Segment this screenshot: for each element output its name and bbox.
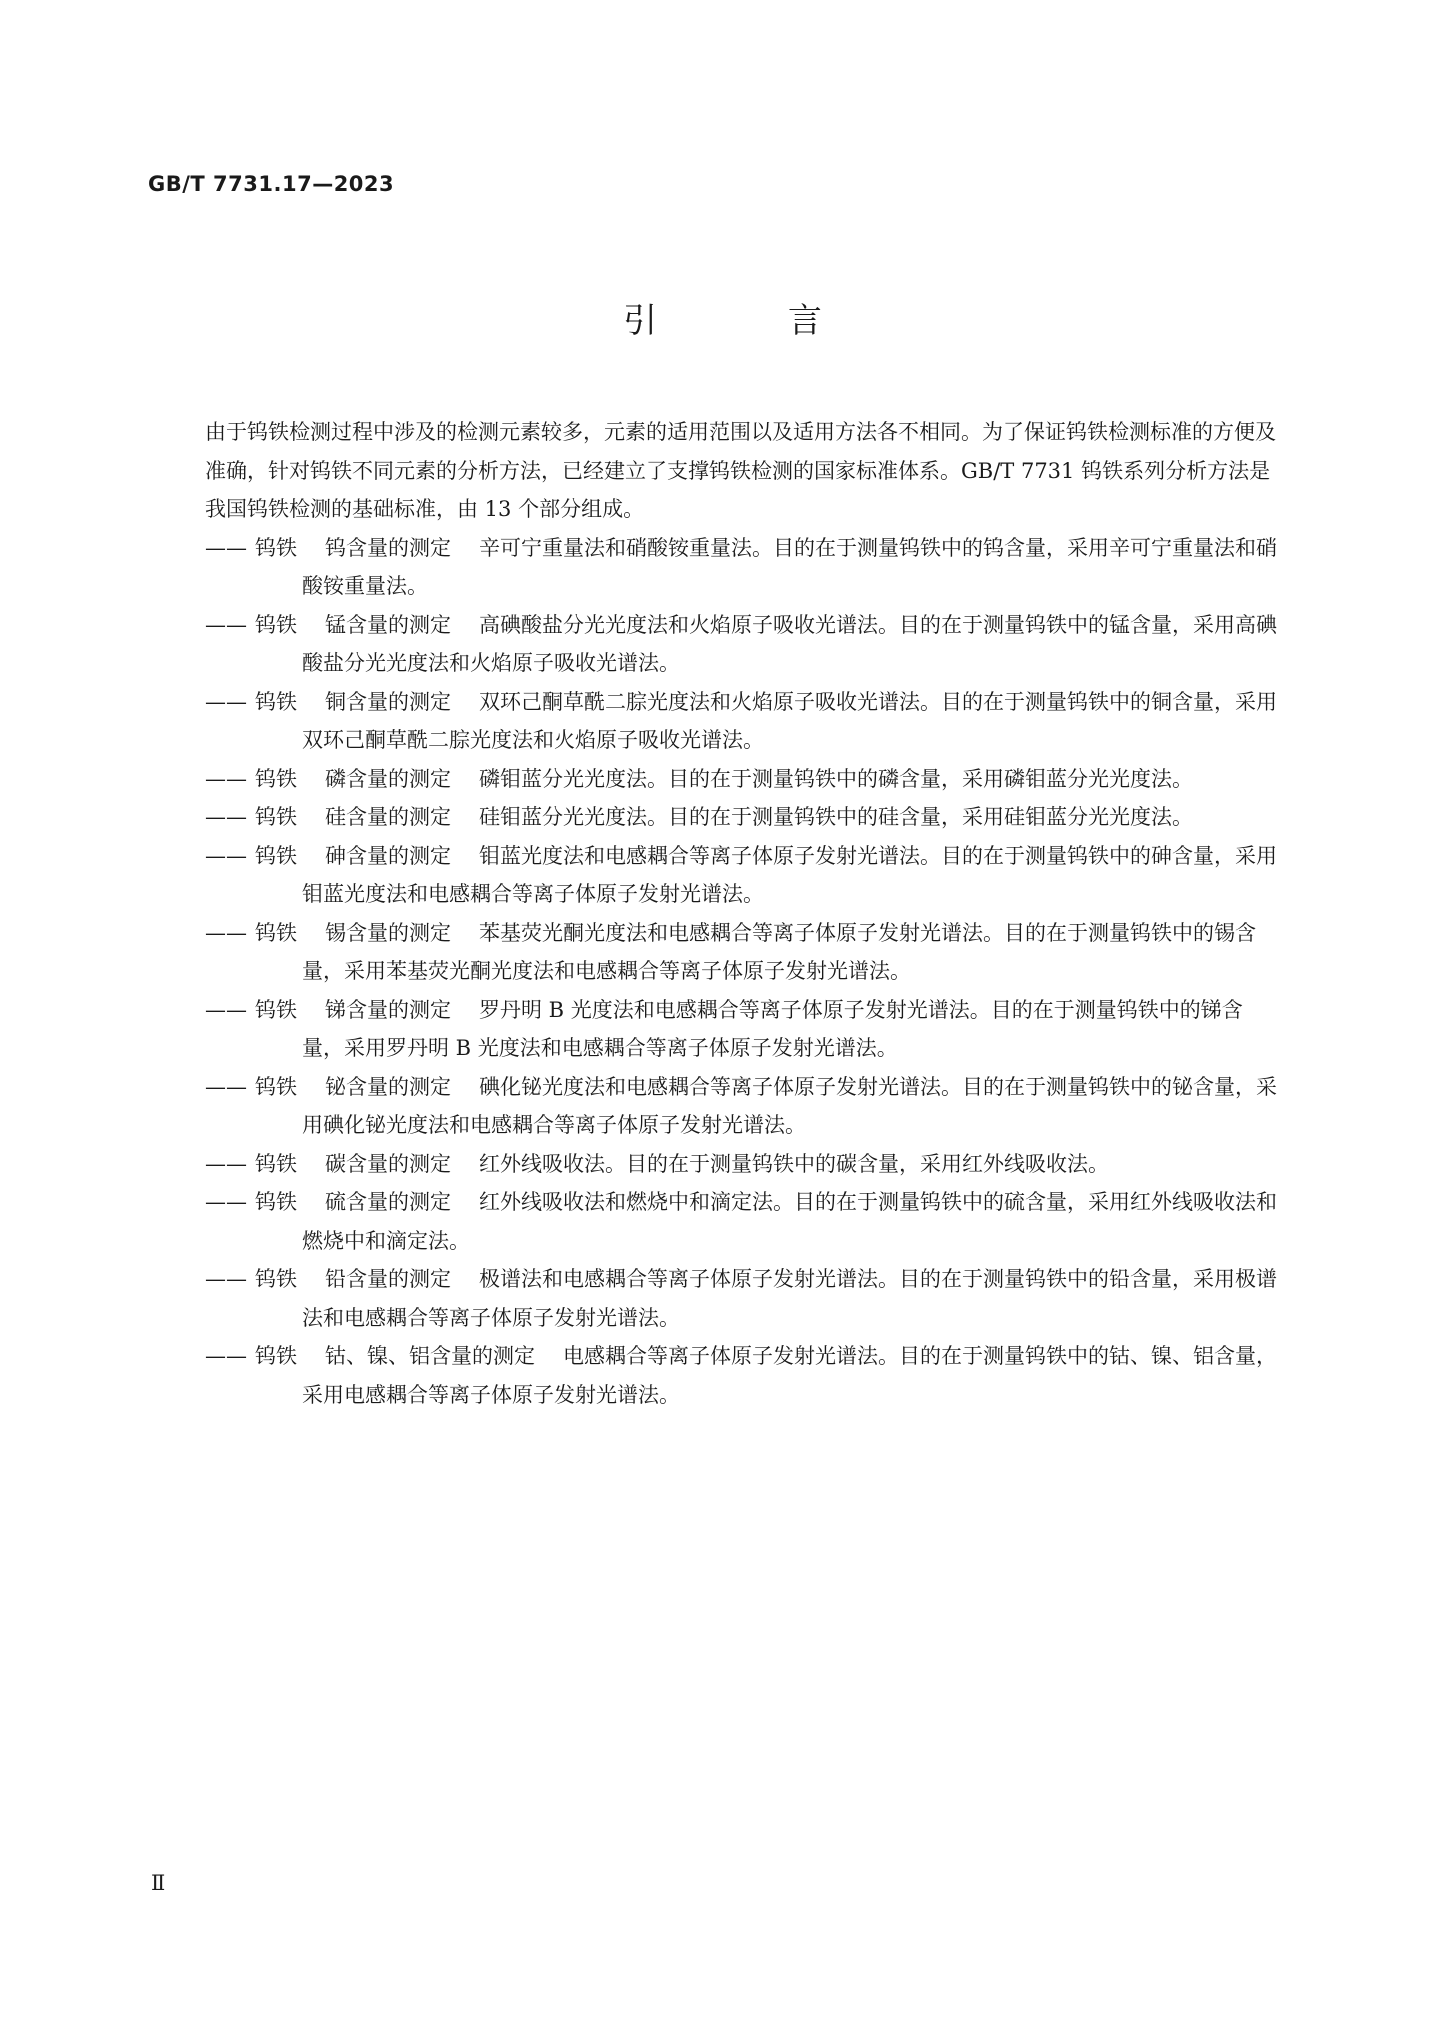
part-title: 锡含量的测定	[325, 920, 451, 945]
part-title: 磷含量的测定	[325, 766, 451, 791]
part-item	[205, 837, 1280, 914]
part-subject: 钨铁	[255, 1151, 297, 1176]
dash-marker: ——	[205, 1074, 247, 1099]
part-item	[205, 683, 1280, 760]
part-description: 磷钼蓝分光光度法。目的在于测量钨铁中的磷含量，采用磷钼蓝分光光度法。	[479, 766, 1193, 791]
page-title: 引 言	[623, 301, 882, 341]
part-subject: 钨铁	[255, 535, 297, 560]
dash-marker: ——	[205, 689, 247, 714]
part-title: 硅含量的测定	[325, 805, 451, 829]
part-subject: 钨铁	[255, 997, 297, 1022]
part-item	[205, 1260, 1280, 1337]
part-title: 碳含量的测定	[325, 1151, 451, 1176]
dash-marker: ——	[205, 612, 247, 637]
part-subject: 钨铁	[255, 766, 297, 791]
part-item	[205, 606, 1280, 683]
part-subject: 钨铁	[255, 843, 297, 868]
part-description: 高碘酸盐分光光度法和火焰原子吸收光谱法。目的在于测量钨铁中的锰含量，采用高碘酸盐分光光度法和火焰原子吸收光谱法。	[302, 612, 1277, 675]
part-title: 铅含量的测定	[325, 1267, 451, 1291]
dash-marker: ——	[205, 1267, 247, 1291]
dash-marker: ——	[205, 766, 247, 791]
part-subject: 钨铁	[255, 1267, 297, 1291]
part-subject: 钨铁	[255, 805, 297, 829]
standard-code: GB/T 7731.17—2023	[148, 172, 395, 196]
part-item	[205, 798, 1280, 837]
part-description: 苯基荧光酮光度法和电感耦合等离子体原子发射光谱法。目的在于测量钨铁中的锡含量，采用苯基荧光酮光度法和电感耦合等离子体原子发射光谱法。	[302, 920, 1256, 983]
part-subject: 钨铁	[255, 920, 297, 945]
part-item	[205, 1145, 1280, 1184]
part-title: 铋含量的测定	[325, 1074, 451, 1099]
part-description: 电感耦合等离子体原子发射光谱法。目的在于测量钨铁中的钴、镍、铝含量，采用电感耦合等离子体原子发射光谱法。	[302, 1344, 1277, 1407]
part-title: 铜含量的测定	[325, 689, 451, 714]
part-description: 罗丹明 B 光度法和电感耦合等离子体原子发射光谱法。目的在于测量钨铁中的锑含量，采用罗丹明 B 光度法和电感耦合等离子体原子发射光谱法。	[302, 997, 1243, 1060]
part-title: 钨含量的测定	[325, 535, 451, 560]
dash-marker: ——	[205, 1190, 247, 1214]
intro-text: 由于钨铁检测过程中涉及的检测元素较多，元素的适用范围以及适用方法各不相同。为了保证钨铁检测标准的方便及准确，针对钨铁不同元素的分析方法，已经建立了支撑钨铁检测的国家标准体系。GB/T 7731 钨铁系列分析方法是我国钨铁检测的基础标准，由 13 个部分组成。	[205, 420, 1276, 521]
part-subject: 钨铁	[255, 1344, 297, 1368]
part-description: 双环己酮草酰二腙光度法和火焰原子吸收光谱法。目的在于测量钨铁中的铜含量，采用双环己酮草酰二腙光度法和火焰原子吸收光谱法。	[302, 689, 1277, 752]
document-body	[205, 413, 1280, 1414]
intro-paragraph	[205, 413, 1280, 529]
dash-marker: ——	[205, 535, 247, 560]
part-item	[205, 991, 1280, 1068]
part-item	[205, 529, 1280, 606]
part-description: 红外线吸收法。目的在于测量钨铁中的碳含量，采用红外线吸收法。	[479, 1151, 1109, 1176]
part-title: 硫含量的测定	[325, 1190, 451, 1214]
dash-marker: ——	[205, 920, 247, 945]
part-title: 锑含量的测定	[325, 997, 451, 1022]
part-title: 砷含量的测定	[325, 843, 451, 868]
part-subject: 钨铁	[255, 1074, 297, 1099]
page-number: Ⅱ	[151, 1871, 166, 1895]
part-description: 红外线吸收法和燃烧中和滴定法。目的在于测量钨铁中的硫含量，采用红外线吸收法和燃烧中和滴定法。	[302, 1190, 1277, 1253]
part-item	[205, 760, 1280, 799]
part-title: 钴、镍、铝含量的测定	[325, 1344, 535, 1368]
part-title: 锰含量的测定	[325, 612, 451, 637]
dash-marker: ——	[205, 997, 247, 1022]
part-subject: 钨铁	[255, 612, 297, 637]
part-item	[205, 914, 1280, 991]
part-subject: 钨铁	[255, 689, 297, 714]
part-item	[205, 1068, 1280, 1145]
dash-marker: ——	[205, 843, 247, 868]
part-description: 辛可宁重量法和硝酸铵重量法。目的在于测量钨铁中的钨含量，采用辛可宁重量法和硝酸铵重量法。	[302, 535, 1277, 598]
part-description: 硅钼蓝分光光度法。目的在于测量钨铁中的硅含量，采用硅钼蓝分光光度法。	[479, 805, 1193, 829]
dash-marker: ——	[205, 805, 247, 829]
part-item	[205, 1183, 1280, 1260]
part-description: 钼蓝光度法和电感耦合等离子体原子发射光谱法。目的在于测量钨铁中的砷含量，采用钼蓝光度法和电感耦合等离子体原子发射光谱法。	[302, 843, 1277, 906]
dash-marker: ——	[205, 1151, 247, 1176]
part-item	[205, 1337, 1280, 1414]
part-description: 极谱法和电感耦合等离子体原子发射光谱法。目的在于测量钨铁中的铅含量，采用极谱法和电感耦合等离子体原子发射光谱法。	[302, 1267, 1277, 1330]
dash-marker: ——	[205, 1344, 247, 1368]
part-subject: 钨铁	[255, 1190, 297, 1214]
parts-list	[205, 529, 1280, 1415]
part-description: 碘化铋光度法和电感耦合等离子体原子发射光谱法。目的在于测量钨铁中的铋含量，采用碘化铋光度法和电感耦合等离子体原子发射光谱法。	[302, 1074, 1277, 1137]
